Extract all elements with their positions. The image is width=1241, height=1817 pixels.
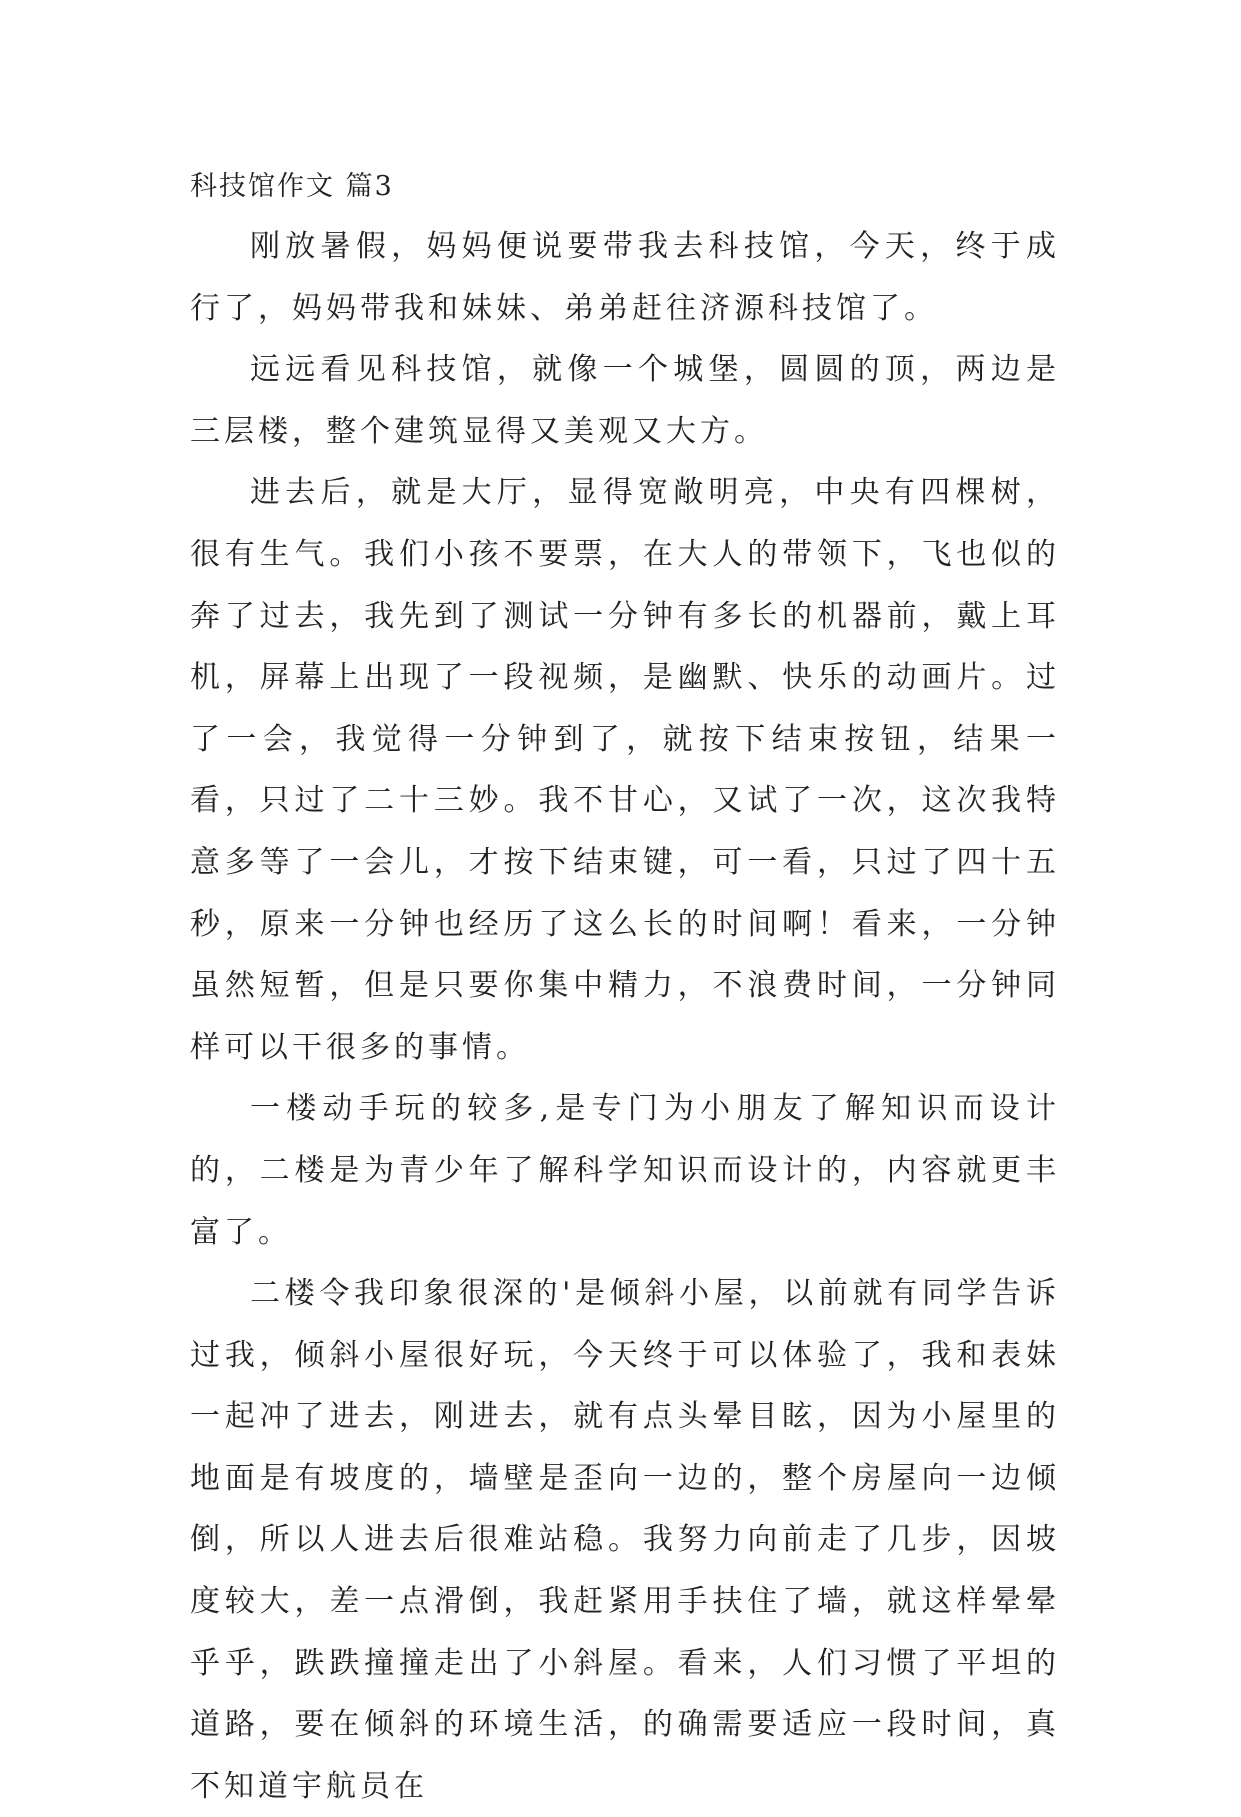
paragraph-1: 刚放暑假，妈妈便说要带我去科技馆，今天，终于成行了，妈妈带我和妹妹、弟弟赶往济源科技馆了。: [190, 229, 1060, 326]
paragraph-4: 一楼动手玩的较多,是专门为小朋友了解知识而设计的，二楼是为青少年了解科学知识而设计的，内容就更丰富了。: [190, 1091, 1060, 1250]
paragraph-3: 进去后，就是大厅，显得宽敞明亮，中央有四棵树，很有生气。我们小孩不要票，在大人的带领下，飞也似的奔了过去，我先到了测试一分钟有多长的机器前，戴上耳机，屏幕上出现了一段视频，是幽默、快乐的动画片。过了一会，我觉得一分钟到了，就按下结束按钮，结果一看，只过了二十三妙。我不甘心，又试了一次，这次我特意多等了一会儿，才按下结束键，可一看，只过了四十五秒，原来一分钟也经历了这么长的时间啊！看来，一分钟虽然短暂，但是只要你集中精力，不浪费时间，一分钟同样可以干很多的事情。: [190, 475, 1060, 1065]
paragraph-5: 二楼令我印象很深的'是倾斜小屋，以前就有同学告诉过我，倾斜小屋很好玩，今天终于可以体验了，我和表妹一起冲了进去，刚进去，就有点头晕目眩，因为小屋里的地面是有坡度的，墙壁是歪向一边的，整个房屋向一边倾倒，所以人进去后很难站稳。我努力向前走了几步，因坡度较大，差一点滑倒，我赶紧用手扶住了墙，就这样晕晕乎乎，跌跌撞撞走出了小斜屋。看来，人们习惯了平坦的道路，要在倾斜的环境生活，的确需要适应一段时间，真不知道宇航员在: [190, 1276, 1060, 1804]
page-title: 科技馆作文 篇3: [190, 171, 394, 202]
paragraph-2: 远远看见科技馆，就像一个城堡，圆圆的顶，两边是三层楼，整个建筑显得又美观又大方。: [190, 352, 1060, 449]
document-body: [190, 158, 1060, 1817]
